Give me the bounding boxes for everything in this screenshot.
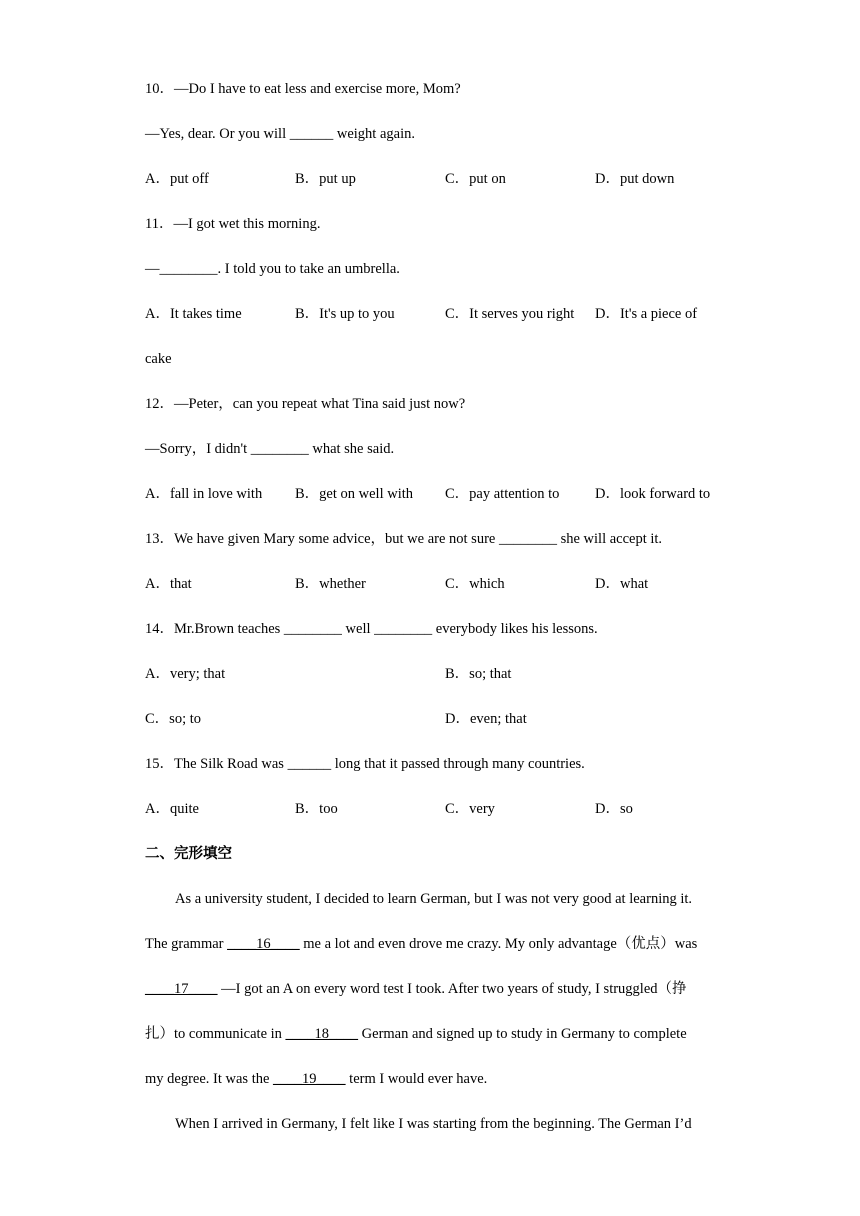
q10-option-c: C．put on [445,171,506,187]
passage-line-1: As a university student, I decided to learn German, but I was not very good at learning it. [175,891,693,907]
q12-option-b: B．get on well with [295,486,414,502]
q14-stem: 14．Mr.Brown teaches ________ well ________ everybody likes his lessons. [145,621,598,637]
blank-16: ____16____ [227,936,300,952]
q15-option-c: C．very [445,801,495,817]
q10-option-b: B．put up [295,171,356,187]
passage-line-4 [145,1024,720,1044]
q14-option-d: D．even; that [445,711,527,727]
q10-reply: —Yes, dear. Or you will ______ weight again. [145,126,415,142]
q15-stem: 15．The Silk Road was ______ long that it passed through many countries. [145,756,585,772]
q13-option-b: B．whether [295,576,366,592]
section-heading-cloze: 二、完形填空 [145,846,232,862]
q12-option-a: A．fall in love with [145,486,263,502]
passage-text: German and signed up to study in Germany to complete [358,1026,687,1042]
passage-text: —I got an A on every word test I took. After two years of study, I struggled（挣 [217,981,687,997]
q13-option-c: C．which [445,576,505,592]
passage-line-6: When I arrived in Germany, I felt like I was starting from the beginning. The German I’d [175,1116,692,1132]
blank-19: ____19____ [273,1071,346,1087]
q13-option-d: D．what [595,576,649,592]
q11-option-b: B．It's up to you [295,306,395,322]
passage-line-5 [145,1069,720,1089]
q14-option-b: B．so; that [445,666,512,682]
passage-line-3 [145,979,720,999]
q10-option-d: D．put down [595,171,675,187]
q15-option-d: D．so [595,801,633,817]
q11-option-d: D．It's a piece of [595,306,698,322]
q15-option-a: A．quite [145,801,199,817]
passage-text: my degree. It was the [145,1071,274,1087]
blank-18: ____18____ [285,1026,359,1042]
q10-stem: 10．—Do I have to eat less and exercise more, Mom? [145,81,461,97]
q11-option-c: C．It serves you right [445,306,575,322]
q13-option-a: A．that [145,576,192,592]
q11-stem: 11．—I got wet this morning. [145,216,321,232]
q12-option-c: C．pay attention to [445,486,560,502]
passage-text: The grammar [145,936,228,952]
q14-option-c: C．so; to [145,711,201,727]
blank-17: ____17____ [145,981,218,997]
q14-option-a: A．very; that [145,666,226,682]
q11-reply: —________. I told you to take an umbrella. [145,261,400,277]
q11-option-d-wrap: cake [145,351,172,367]
passage-text: me a lot and even drove me crazy. My only advantage（优点）was [299,936,698,952]
q15-option-b: B．too [295,801,338,817]
passage-text: 扎）to communicate in [145,1026,286,1042]
passage-line-2 [145,934,720,954]
q13-stem: 13．We have given Mary some advice，but we are not sure ________ she will accept it. [145,531,663,547]
q12-reply: —Sorry，I didn't ________ what she said. [145,441,395,457]
q12-option-d: D．look forward to [595,486,711,502]
q10-option-a: A．put off [145,171,209,187]
q12-stem: 12．—Peter，can you repeat what Tina said just now? [145,396,466,412]
passage-text: term I would ever have. [345,1071,488,1087]
q11-option-a: A．It takes time [145,306,242,322]
